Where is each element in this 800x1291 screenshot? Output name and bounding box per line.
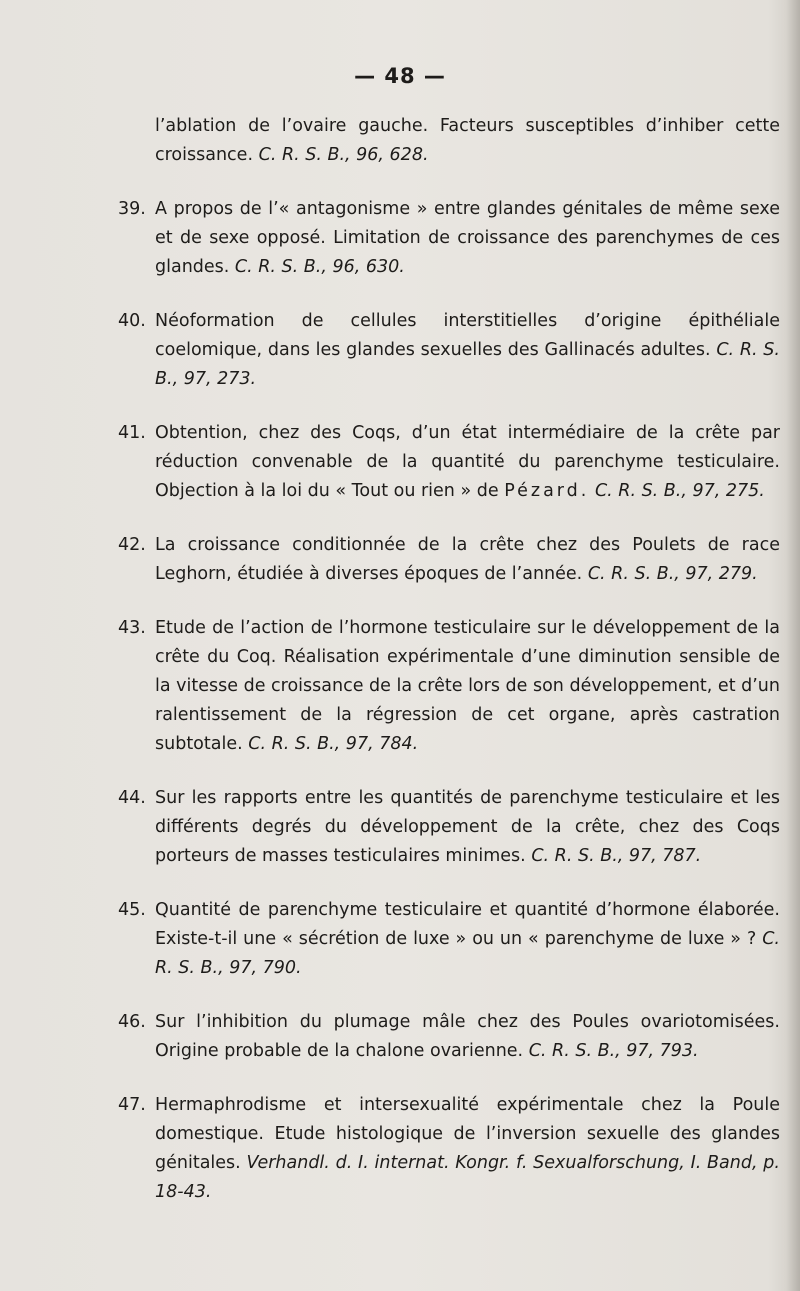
- entry-ref: C. R. S. B., 97, 784.: [248, 734, 419, 754]
- bibliography-list: [118, 112, 780, 1232]
- continuation-text: l’ablation de l’ovaire gauche. Facteurs susceptibles d’inhiber cette croissance.: [155, 116, 780, 165]
- entry-body: [155, 419, 780, 506]
- list-item-46: [118, 1008, 780, 1066]
- list-item-47: [118, 1091, 780, 1207]
- entry-text: La croissance conditionnée de la crête chez des Poulets de race Leghorn, étudiée à diverses époques de l’année.: [155, 535, 780, 584]
- entry-ref: C. R. S. B., 97, 275.: [594, 481, 765, 501]
- list-item-45: [118, 896, 780, 983]
- list-item-40: [118, 307, 780, 394]
- entry-text: Obtention, chez des Coqs, d’un état intermédiaire de la crête par réduction convenable de la quantité du parenchyme testiculaire. Objection à la loi du « Tout ou rien » de: [155, 423, 780, 501]
- list-item-39: [118, 195, 780, 282]
- continuation-paragraph: [155, 112, 780, 170]
- entry-number: 39.: [118, 199, 146, 219]
- list-item-44: [118, 784, 780, 871]
- entry-number: 42.: [118, 535, 146, 555]
- entry-body: [155, 1008, 780, 1066]
- entry-body: [155, 1091, 780, 1207]
- entry-text: A propos de l’« antagonisme » entre glandes génitales de même sexe et de sexe opposé. Limitation de croissance des parenchymes de ces glandes.: [155, 199, 780, 277]
- entry-ref: Verhandl. d. I. internat. Kongr. f. Sexualforschung, I. Band, p. 18-43.: [155, 1153, 780, 1202]
- list-item-42: [118, 531, 780, 589]
- entry-ref: C. R. S. B., 96, 630.: [234, 257, 405, 277]
- entry-body: [155, 195, 780, 282]
- entry-body: [155, 614, 780, 759]
- entry-text: Etude de l’action de l’hormone testiculaire sur le développement de la crête du Coq. Réalisation expérimentale d’une diminution sensible de la vitesse de croissance de la crête lors de son développement, et d’un ralentissement de la régression de cet organe, après castration subtotale.: [155, 618, 780, 754]
- entry-number: 40.: [118, 311, 146, 331]
- entry-body: [155, 784, 780, 871]
- entry-number: 41.: [118, 423, 146, 443]
- entry-body: [155, 896, 780, 983]
- entry-body: [155, 531, 780, 589]
- entry-number: 44.: [118, 788, 146, 808]
- entry-ref: C. R. S. B., 97, 279.: [587, 564, 758, 584]
- entry-number: 43.: [118, 618, 146, 638]
- entry-author: Pézard.: [504, 481, 590, 501]
- entry-text: Sur l’inhibition du plumage mâle chez des Poules ovariotomisées. Origine probable de la chalone ovarienne.: [155, 1012, 780, 1061]
- entry-ref: C. R. S. B., 97, 787.: [531, 846, 702, 866]
- entry-number: 45.: [118, 900, 146, 920]
- page-edge-shadow: [786, 0, 800, 1291]
- entry-ref: C. R. S. B., 97, 273.: [155, 340, 780, 389]
- entry-text: Sur les rapports entre les quantités de parenchyme testiculaire et les différents degrés du développement de la crête, chez des Coqs porteurs de masses testiculaires minimes.: [155, 788, 780, 866]
- entry-ref: C. R. S. B., 97, 790.: [155, 929, 780, 978]
- entry-text: Quantité de parenchyme testiculaire et quantité d’hormone élaborée. Existe-t-il une « sécrétion de luxe » ou un « parenchyme de luxe » ?: [155, 900, 780, 949]
- continuation-ref: C. R. S. B., 96, 628.: [258, 145, 429, 165]
- entry-text: Hermaphrodisme et intersexualité expérimentale chez la Poule domestique. Etude histologique de l’inversion sexuelle des glandes génitales.: [155, 1095, 780, 1173]
- entry-number: 46.: [118, 1012, 146, 1032]
- list-item-41: [118, 419, 780, 506]
- list-item-43: [118, 614, 780, 759]
- entry-body: [155, 307, 780, 394]
- entry-text: Néoformation de cellules interstitielles d’origine épithéliale coelomique, dans les glandes sexuelles des Gallinacés adultes.: [155, 311, 780, 360]
- page-number: — 48 —: [354, 64, 446, 88]
- entry-ref: C. R. S. B., 97, 793.: [528, 1041, 699, 1061]
- entry-number: 47.: [118, 1095, 146, 1115]
